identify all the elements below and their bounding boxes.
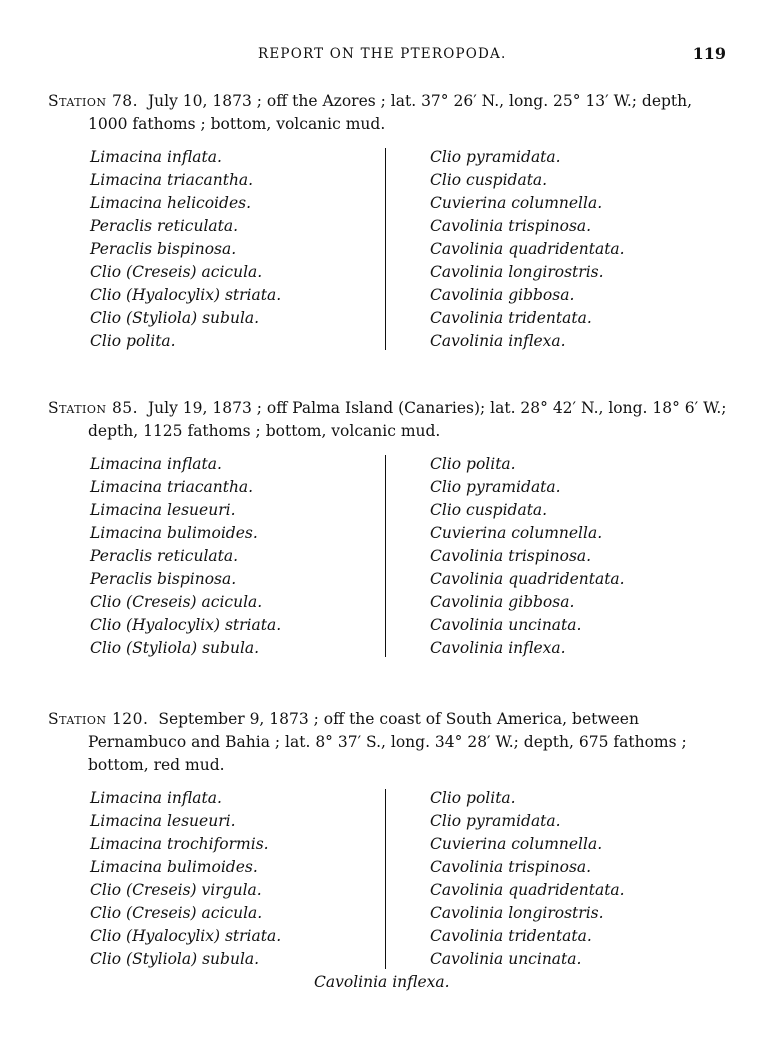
species-item: Cavolinia inflexa. — [430, 332, 566, 350]
species-item: Cavolinia longirostris. — [430, 904, 604, 922]
species-item: Cavolinia trispinosa. — [430, 858, 592, 876]
species-item: Limacina lesueuri. — [90, 501, 236, 519]
page-number: 119 — [692, 44, 726, 63]
species-list — [48, 787, 728, 995]
species-item: Cavolinia longirostris. — [430, 263, 604, 281]
station-120 — [48, 708, 728, 995]
station-78 — [48, 90, 728, 354]
species-item: Cavolinia quadridentata. — [430, 881, 625, 899]
station-85 — [48, 397, 728, 661]
species-item: Cuvierina columnella. — [430, 194, 603, 212]
station-label: Station 78. — [48, 92, 139, 110]
species-item: Clio pyramidata. — [430, 148, 561, 166]
species-column-right — [430, 146, 625, 353]
species-item: Cavolinia tridentata. — [430, 309, 592, 327]
station-heading — [48, 90, 728, 136]
species-item: Cuvierina columnella. — [430, 524, 603, 542]
species-item: Clio polita. — [430, 455, 516, 473]
species-item: Clio (Creseis) acicula. — [90, 904, 263, 922]
running-title: REPORT ON THE PTEROPODA. — [258, 46, 507, 62]
species-item: Clio (Creseis) acicula. — [90, 593, 263, 611]
species-item: Clio (Creseis) virgula. — [90, 881, 262, 899]
species-item: Limacina trochiformis. — [90, 835, 269, 853]
species-item: Cavolinia quadridentata. — [430, 570, 625, 588]
species-item: Clio (Hyalocylix) striata. — [90, 927, 282, 945]
species-column-right — [430, 787, 625, 971]
column-divider — [385, 789, 386, 969]
species-item: Cavolinia gibbosa. — [430, 593, 575, 611]
species-item: Limacina bulimoides. — [90, 858, 258, 876]
species-item: Limacina helicoides. — [90, 194, 251, 212]
species-item: Clio pyramidata. — [430, 478, 561, 496]
species-list — [48, 453, 728, 661]
station-heading — [48, 708, 728, 777]
station-description: September 9, 1873 ; off the coast of South America, between Pernambuco and Bahia ; lat. 8° 37′ S., long. 34° 28′ W.; depth, 675 fathoms ; bottom, red mud. — [88, 710, 687, 774]
species-item: Cavolinia quadridentata. — [430, 240, 625, 258]
species-item: Limacina bulimoides. — [90, 524, 258, 542]
species-item: Clio cuspidata. — [430, 501, 548, 519]
species-item: Cavolinia uncinata. — [430, 950, 582, 968]
species-item: Clio polita. — [430, 789, 516, 807]
species-item: Peraclis reticulata. — [90, 217, 239, 235]
species-item: Cavolinia gibbosa. — [430, 286, 575, 304]
page-header — [0, 44, 776, 68]
station-label: Station 120. — [48, 710, 149, 728]
species-item: Cavolinia trispinosa. — [430, 217, 592, 235]
station-heading — [48, 397, 728, 443]
species-item: Cavolinia uncinata. — [430, 616, 582, 634]
species-item: Limacina inflata. — [90, 455, 222, 473]
species-item: Clio (Hyalocylix) striata. — [90, 286, 282, 304]
species-item: Clio (Styliola) subula. — [90, 309, 260, 327]
species-item: Clio (Creseis) acicula. — [90, 263, 263, 281]
species-item: Cavolinia inflexa. — [430, 639, 566, 657]
column-divider — [385, 455, 386, 657]
species-item: Cavolinia tridentata. — [430, 927, 592, 945]
species-item: Limacina inflata. — [90, 789, 222, 807]
column-divider — [385, 148, 386, 350]
station-label: Station 85. — [48, 399, 139, 417]
species-item: Limacina triacantha. — [90, 478, 254, 496]
species-item: Peraclis bispinosa. — [90, 240, 237, 258]
species-item: Clio (Styliola) subula. — [90, 950, 260, 968]
station-description: July 19, 1873 ; off Palma Island (Canaries); lat. 28° 42′ N., long. 18° 6′ W.; depth, 1125 fathoms ; bottom, volcanic mud. — [88, 399, 727, 440]
species-column-left — [90, 787, 281, 971]
species-item: Clio polita. — [90, 332, 176, 350]
species-item: Peraclis bispinosa. — [90, 570, 237, 588]
species-item: Clio (Styliola) subula. — [90, 639, 260, 657]
species-item: Cuvierina columnella. — [430, 835, 603, 853]
station-description: July 10, 1873 ; off the Azores ; lat. 37° 26′ N., long. 25° 13′ W.; depth, 1000 fathoms ; bottom, volcanic mud. — [88, 92, 693, 133]
species-item: Cavolinia trispinosa. — [430, 547, 592, 565]
species-column-left — [90, 146, 281, 353]
species-item: Clio cuspidata. — [430, 171, 548, 189]
species-item: Peraclis reticulata. — [90, 547, 239, 565]
species-item: Limacina lesueuri. — [90, 812, 236, 830]
species-item: Limacina inflata. — [90, 148, 222, 166]
species-item: Limacina triacantha. — [90, 171, 254, 189]
species-column-right — [430, 453, 625, 660]
species-list — [48, 146, 728, 354]
species-item: Clio pyramidata. — [430, 812, 561, 830]
species-column-left — [90, 453, 281, 660]
species-item-centered: Cavolinia inflexa. — [314, 973, 450, 991]
species-item: Clio (Hyalocylix) striata. — [90, 616, 282, 634]
